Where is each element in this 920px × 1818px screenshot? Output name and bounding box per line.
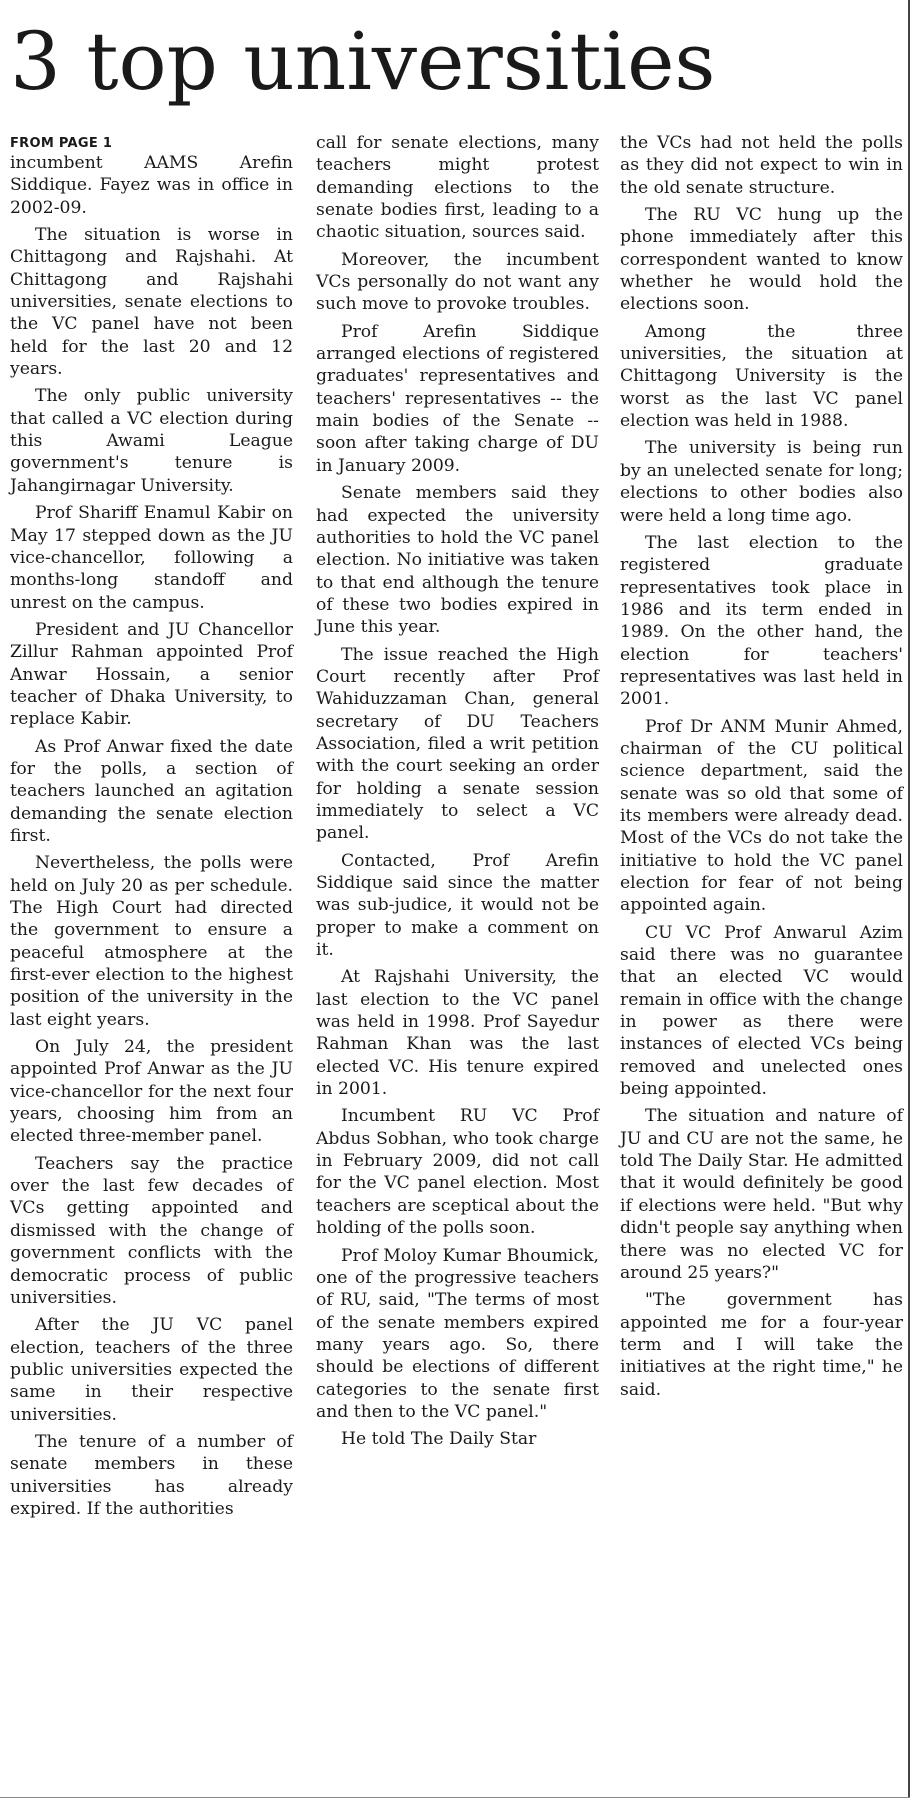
bottom-rule [0, 1797, 910, 1798]
article-column-1 [10, 132, 293, 1525]
paragraph: Nevertheless, the polls were held on July 20 as per schedule. The High Court had directed the government to ensure a peaceful atmosphere at the first-ever election to the highest position of the university in the last eight years. [10, 853, 293, 1030]
paragraph: As Prof Anwar fixed the date for the polls, a section of teachers launched an agitation demanding the senate election first. [10, 736, 293, 846]
paragraph: Prof Arefin Siddique arranged elections of registered graduates' representatives and teachers' representatives -- the main bodies of the Senate -- soon after taking charge of DU in January 2009. [316, 321, 599, 476]
paragraph: call for senate elections, many teachers might protest demanding elections to the senate bodies first, leading to a chaotic situation, sources said. [316, 133, 599, 243]
paragraph: Prof Moloy Kumar Bhoumick, one of the progressive teachers of RU, said, "The terms of most of the senate members expired many years ago. So, there should be elections of different categories to the senate first and then to the VC panel." [316, 1245, 599, 1422]
paragraph: The tenure of a number of senate members in these universities has already expired. If the authorities [10, 1431, 293, 1519]
paragraph: He told The Daily Star [341, 1429, 537, 1450]
paragraph: Incumbent RU VC Prof Abdus Sobhan, who took charge in February 2009, did not call for the VC panel election. Most teachers are sceptical about the holding of the polls soon. [316, 1106, 599, 1239]
paragraph: At Rajshahi University, the last election to the VC panel was held in 1998. Prof Sayedur Rahman Khan was the last elected VC. His tenure expired in 2001. [316, 967, 599, 1100]
paragraph: The issue reached the High Court recently after Prof Wahiduzzaman Chan, general secretary of DU Teachers Association, filed a writ petition with the court seeking an order for holding a senate session immediately to select a VC panel. [316, 644, 599, 844]
headline: 3 top universities [10, 15, 716, 108]
paragraph: After the JU VC panel election, teachers of the three public universities expected the same in their respective universities. [10, 1315, 293, 1425]
paragraph: On July 24, the president appointed Prof Anwar as the JU vice-chancellor for the next four years, choosing him from an elected three-member panel. [10, 1037, 293, 1147]
paragraph: Contacted, Prof Arefin Siddique said since the matter was sub-judice, it would not be proper to make a comment on it. [316, 850, 599, 961]
article-column-2 [316, 132, 599, 1456]
paragraph: Senate members said they had expected the university authorities to hold the VC panel election. No initiative was taken to that end although the tenure of these two bodies expired in June this year. [316, 483, 599, 638]
paragraph: President and JU Chancellor Zillur Rahman appointed Prof Anwar Hossain, a senior teacher of Dhaka University, to replace Kabir. [10, 619, 293, 730]
column-rule [908, 0, 910, 1798]
continuation-kicker: FROM PAGE 1 [10, 136, 113, 151]
paragraph: The only public university that called a VC election during this Awami League government's tenure is Jahangirnagar University. [10, 386, 293, 496]
paragraph: CU VC Prof Anwarul Azim said there was no guarantee that an elected VC would remain in office with the change in power as there were instances of elected VCs being removed and unelected ones being appointed. [620, 922, 903, 1100]
paragraph: "The government has appointed me for a four-year term and I will take the initiatives at the right time," he said. [620, 1290, 903, 1400]
paragraph: The situation is worse in Chittagong and Rajshahi. At Chittagong and Rajshahi universities, senate elections to the VC panel have not been held for the last 20 and 12 years. [10, 225, 293, 380]
paragraph: Teachers say the practice over the last few decades of VCs getting appointed and dismissed with the change of government conflicts with the democratic process of public universities. [10, 1153, 293, 1308]
paragraph: The situation and nature of JU and CU are not the same, he told The Daily Star. He admitted that it would definitely be good if elections were held. "But why didn't people say anything when there was no elected VC for around 25 years?" [620, 1106, 903, 1283]
article-column-3 [620, 132, 903, 1406]
paragraph: The last election to the registered graduate representatives took place in 1986 and its term ended in 1989. On the other hand, the election for teachers' representatives was last held in 2001. [620, 532, 903, 710]
paragraph: The RU VC hung up the phone immediately after this correspondent wanted to know whether he would hold the elections soon. [620, 205, 903, 315]
paragraph: incumbent AAMS Arefin Siddique. Fayez was in office in 2002-09. [10, 153, 293, 218]
paragraph: the VCs had not held the polls as they did not expect to win in the old senate structure. [620, 133, 903, 198]
paragraph: Prof Dr ANM Munir Ahmed, chairman of the CU political science department, said the senate was so old that some of its members were already dead. Most of the VCs do not take the initiative to hold the VC panel election for fear of not being appointed again. [620, 716, 903, 916]
paragraph: The university is being run by an unelected senate for long; elections to other bodies also were held a long time ago. [620, 438, 903, 526]
paragraph: Among the three universities, the situation at Chittagong University is the worst as the last VC panel election was held in 1988. [620, 321, 903, 432]
paragraph: Moreover, the incumbent VCs personally do not want any such move to provoke troubles. [316, 249, 599, 315]
paragraph: Prof Shariff Enamul Kabir on May 17 stepped down as the JU vice-chancellor, following a months-long standoff and unrest on the campus. [10, 503, 293, 613]
